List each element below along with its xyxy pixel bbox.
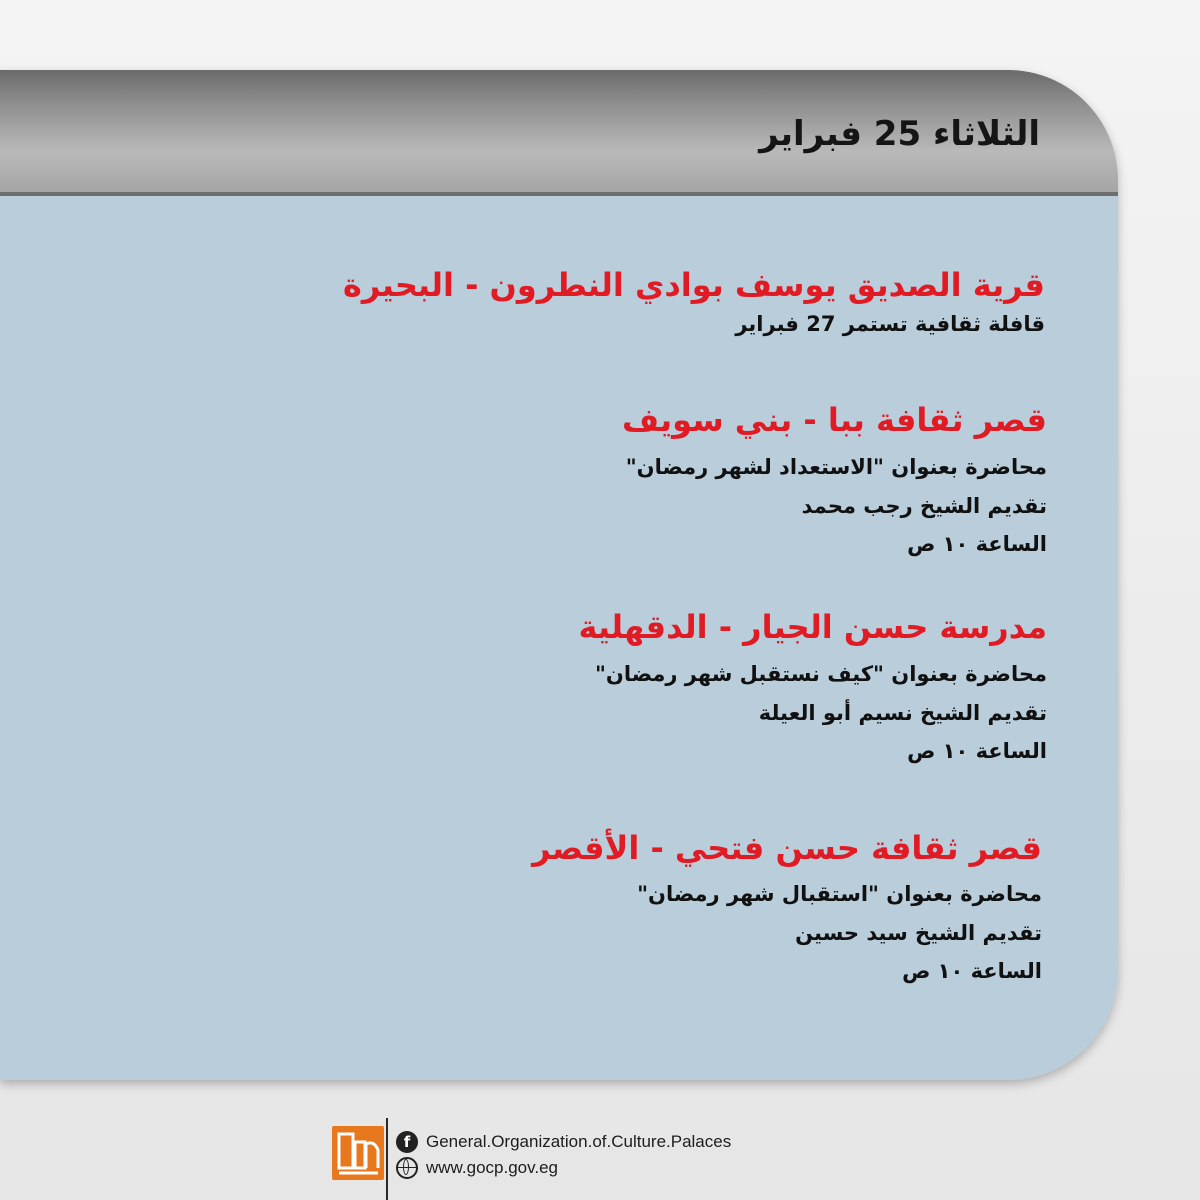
website-text: www.gocp.gov.eg [426, 1158, 558, 1177]
gocp-logo [332, 1126, 384, 1180]
event-time: الساعة ١٠ ص [907, 739, 1047, 763]
event-title: قصر ثقافة حسن فتحي - الأقصر [532, 829, 1042, 867]
event-title: قصر ثقافة ببا - بني سويف [622, 401, 1047, 439]
date-title: الثلاثاء 25 فبراير [759, 114, 1040, 154]
event-title: مدرسة حسن الجيار - الدقهلية [578, 608, 1047, 646]
event-title: قرية الصديق يوسف بوادي النطرون - البحيرة [342, 266, 1045, 304]
facebook-row[interactable] [396, 1130, 731, 1154]
event-presenter: تقديم الشيخ نسيم أبو العيلة [758, 701, 1047, 725]
event-detail: محاضرة بعنوان "كيف نستقبل شهر رمضان" [594, 662, 1047, 686]
event-presenter: تقديم الشيخ سيد حسين [795, 921, 1042, 945]
facebook-page-text: General.Organization.of.Culture.Palaces [426, 1132, 732, 1151]
website-row[interactable] [396, 1156, 558, 1180]
event-detail: قافلة ثقافية تستمر 27 فبراير [735, 312, 1045, 336]
event-time: الساعة ١٠ ص [902, 959, 1042, 983]
event-presenter: تقديم الشيخ رجب محمد [801, 494, 1047, 518]
event-detail: محاضرة بعنوان "الاستعداد لشهر رمضان" [625, 455, 1047, 479]
header-band [0, 70, 1118, 195]
facebook-icon: f [396, 1131, 418, 1153]
footer-divider [386, 1118, 388, 1200]
globe-icon [396, 1157, 418, 1179]
event-detail: محاضرة بعنوان "استقبال شهر رمضان" [637, 882, 1042, 906]
footer [330, 1118, 750, 1200]
event-time: الساعة ١٠ ص [907, 532, 1047, 556]
